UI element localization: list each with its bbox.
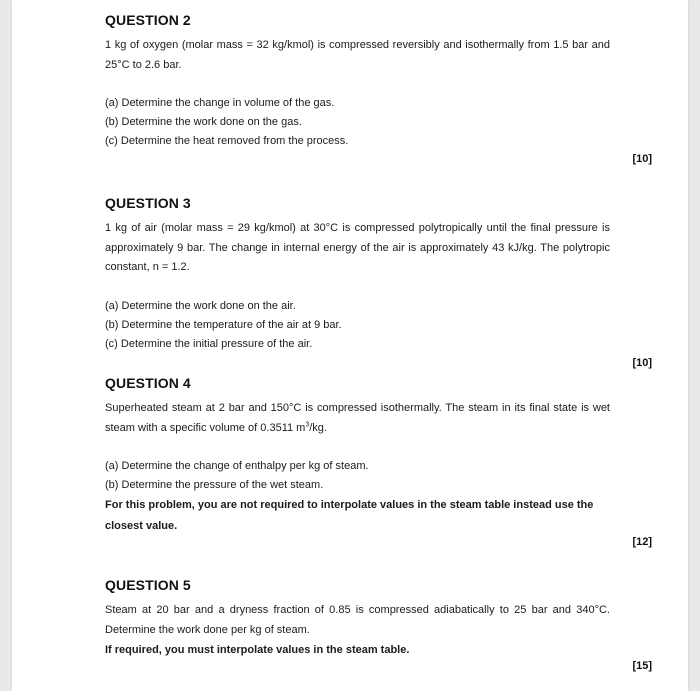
question-text: 1 kg of oxygen (molar mass = 32 kg/kmol) is compressed reversibly and isothermally from 1.5 bar and 25°C to 2.6 bar. xyxy=(105,39,610,71)
question-5 xyxy=(105,577,610,661)
question-part-a: (a) Determine the work done on the air. xyxy=(105,299,296,312)
question-text-superscript: 3 xyxy=(305,420,310,428)
question-3-marks: [10] xyxy=(632,357,652,369)
document-page xyxy=(12,0,688,691)
question-part-b: (b) Determine the pressure of the wet steam. xyxy=(105,479,324,491)
question-2-marks: [10] xyxy=(632,153,652,165)
question-part-a: (a) Determine the change of enthalpy per kg of steam. xyxy=(105,460,369,472)
question-parts xyxy=(105,94,610,151)
question-title: QUESTION 4 xyxy=(105,375,191,391)
question-parts xyxy=(105,297,610,354)
question-title: QUESTION 2 xyxy=(105,12,191,28)
question-part-a: (a) Determine the change in volume of the gas. xyxy=(105,97,335,109)
question-5-marks: [15] xyxy=(632,660,652,672)
question-4-marks: [12] xyxy=(632,536,652,548)
question-text xyxy=(105,399,610,438)
question-text: Steam at 20 bar and a dryness fraction of 0.85 is compressed adiabatically to 25 bar and 340°C. Determine the work done per kg of steam. xyxy=(105,604,610,636)
question-note: If required, you must interpolate values in the steam table. xyxy=(105,644,410,656)
question-4 xyxy=(105,375,610,537)
question-part-b: (b) Determine the temperature of the air at 9 bar. xyxy=(105,318,342,331)
question-part-c: (c) Determine the heat removed from the process. xyxy=(105,135,349,147)
question-2 xyxy=(105,12,610,151)
question-text-end: /kg. xyxy=(309,421,327,434)
question-text-main: Superheated steam at 2 bar and 150°C is compressed isothermally. The steam in its final state is wet steam with a specific volume of 0.3511 m xyxy=(105,402,610,434)
question-part-b: (b) Determine the work done on the gas. xyxy=(105,116,302,128)
question-note: For this problem, you are not required to interpolate values in the steam table instead use the closest value. xyxy=(105,499,594,532)
question-title: QUESTION 3 xyxy=(105,195,191,211)
question-part-c: (c) Determine the initial pressure of the air. xyxy=(105,337,313,350)
question-3 xyxy=(105,195,610,354)
question-title: QUESTION 5 xyxy=(105,577,191,593)
question-text: 1 kg of air (molar mass = 29 kg/kmol) at 30°C is compressed polytropically until the final pressure is approximately 9 bar. The change in internal energy of the air is approximately 43 kJ/kg. The polytropic constant, n = 1.2. xyxy=(105,222,610,273)
question-parts xyxy=(105,457,610,495)
